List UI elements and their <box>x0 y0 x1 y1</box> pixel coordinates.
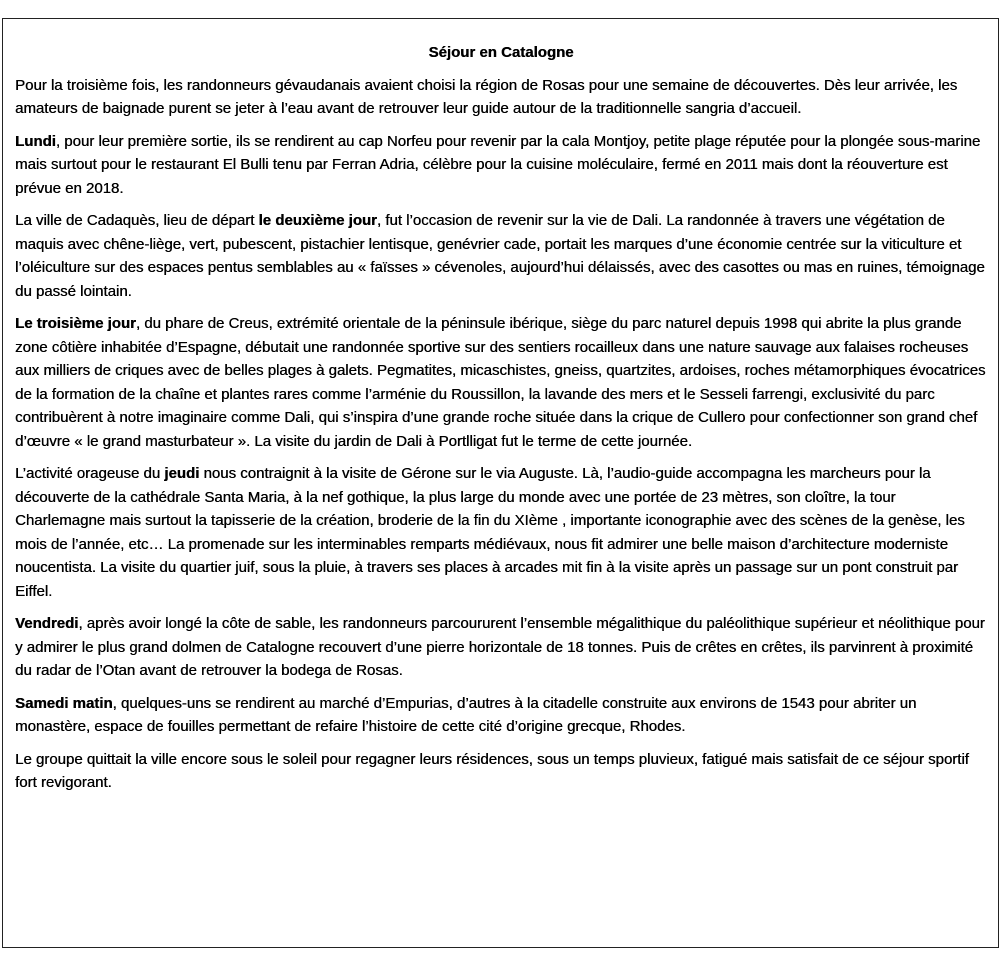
paragraph-thursday <box>15 462 987 603</box>
paragraph-day-three <box>15 312 987 453</box>
document-title: Séjour en Catalogne <box>428 44 574 61</box>
paragraph-saturday <box>15 692 987 739</box>
paragraph-arrival <box>15 74 987 121</box>
paragraph-departure <box>15 748 987 795</box>
paragraph-text: , après avoir longé la côte de sable, les randonneurs parcoururent l’ensemble mégalithique du paléolithique supérieur et néolithique pour y admirer le plus grand dolmen de Catalogne recouvert d’une pierre horizontale de 18 tonnes. Puis de crêtes en crêtes, ils parvinrent à proximité du radar de l’Otan avant de retrouver la bodega de Rosas. <box>15 615 985 679</box>
day-lead: le deuxième jour <box>258 212 377 229</box>
paragraph-text: nous contraignit à la visite de Gérone sur le via Auguste. Là, l’audio-guide accompagna les marcheurs pour la découverte de la cathédrale Santa Maria, à la nef gothique, la plus large du monde avec une portée de 23 mètres, son cloître, la tour Charlemagne mais surtout la tapisserie de la création, broderie de la fin du XIème , importante iconographie avec des scènes de la genèse, les mois de l’année, etc… La promenade sur les interminables remparts médiévaux, nous fit admirer une belle maison d’architecture moderniste noucentista. La visite du quartier juif, sous la pluie, à travers ses places à arcades mit fin à la visite après un passage sur un pont construit par Eiffel. <box>15 465 965 600</box>
paragraph-day-two <box>15 209 987 303</box>
day-lead: Vendredi <box>15 615 79 632</box>
document-frame <box>2 18 999 948</box>
paragraph-text: Le groupe quittait la ville encore sous le soleil pour regagner leurs résidences, sous un temps pluvieux, fatigué mais satisfait de ce séjour sportif fort revigorant. <box>15 750 969 791</box>
paragraph-friday <box>15 612 987 683</box>
paragraph-pre: L’activité orageuse du <box>15 465 165 482</box>
paragraph-text: , du phare de Creus, extrémité orientale de la péninsule ibérique, siège du parc naturel depuis 1998 qui abrite la plus grande zone côtière inhabitée d’Espagne, débutait une randonnée sportive sur des sentiers rocailleux dans une nature sauvage aux falaises rocheuses aux milliers de criques avec de belles plages à galets. Pegmatites, micaschistes, gneiss, quartzites, ardoises, roches métamorphiques évocatrices de la formation de la chaîne et plantes rares comme l’arménie du Roussillon, la lavande des mers et le Sesseli farrengi, exclusivité du parc contribuèrent à notre imaginaire comme Dali, qui s’inspira d’une grande roche située dans la crique de Cullero pour confectionner son grand chef d’œuvre « le grand masturbateur ». La visite du jardin de Dali à Portlligat fut le terme de cette journée. <box>15 315 986 450</box>
document-body <box>15 41 987 804</box>
paragraph-text: Pour la troisième fois, les randonneurs gévaudanais avaient choisi la région de Rosas pour une semaine de découvertes. Dès leur arrivée, les amateurs de baignade purent se jeter à l’eau avant de retrouver leur guide autour de la traditionnelle sangria d’accueil. <box>15 76 958 117</box>
day-lead: jeudi <box>164 465 200 482</box>
paragraph-text: , fut l’occasion de revenir sur la vie de Dali. La randonnée à travers une végétation de maquis avec chêne-liège, vert, pubescent, pistachier lentisque, genévrier cade, portait les marques d’une économie centrée sur la viticulture et l’oléiculture sur des espaces pentus semblables au « faïsses » cévenoles, aujourd’hui délaissés, avec des casottes ou mas en ruines, témoignage du passé lointain. <box>15 212 985 300</box>
paragraph-text: , pour leur première sortie, ils se rendirent au cap Norfeu pour revenir par la cala Montjoy, petite plage réputée pour la plongée sous-marine mais surtout pour le restaurant El Bulli tenu par Ferran Adria, célèbre pour la cuisine moléculaire, fermé en 2011 mais dont la réouverture est prévue en 2018. <box>15 132 981 197</box>
paragraph-text: , quelques-uns se rendirent au marché d’Empurias, d’autres à la citadelle construite aux environs de 1543 pour abriter un monastère, espace de fouilles permettant de refaire l’histoire de cette cité d’origine grecque, Rhodes. <box>15 694 917 735</box>
day-lead: Le troisième jour <box>15 315 136 332</box>
day-lead: Samedi matin <box>15 694 113 712</box>
day-lead: Lundi <box>15 132 56 150</box>
paragraph-pre: La ville de Cadaquès, lieu de départ <box>15 212 259 229</box>
paragraph-monday <box>15 130 987 201</box>
